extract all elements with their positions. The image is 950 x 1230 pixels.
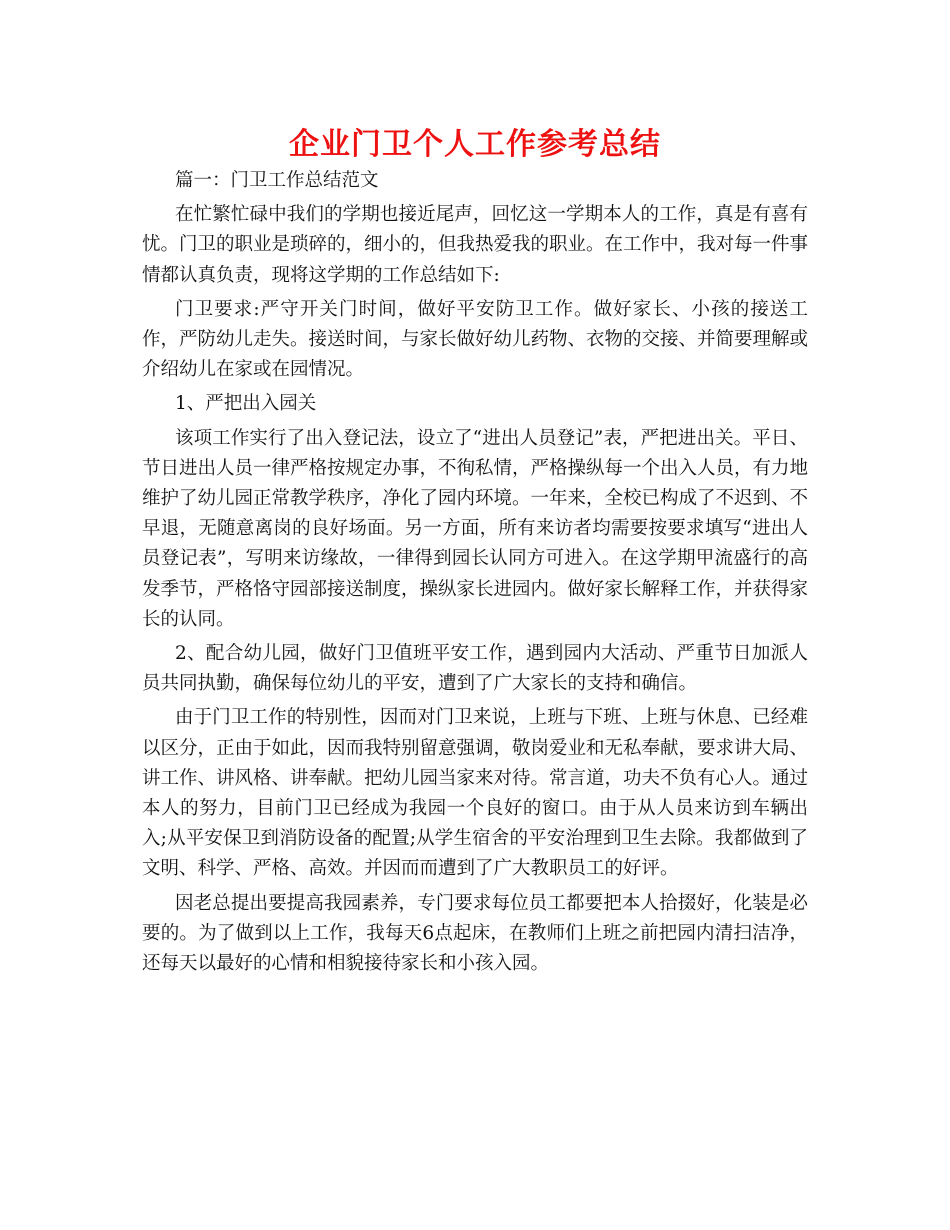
document-title: 企业门卫个人工作参考总结: [289, 127, 661, 162]
paragraph-appearance: 因老总提出要提高我园素养，专门要求每位员工都要把本人拾掇好，化装是必要的。为了做到以上工作，我每天6点起床，在教师们上班之前把园内清扫洁净，还每天以最好的心情和相貌接待家长和小孩入园。: [142, 892, 808, 975]
document-body: [142, 166, 808, 979]
paragraph-intro: 在忙繁忙碌中我们的学期也接近尾声，回忆这一学期本人的工作，真是有喜有忧。门卫的职业是琐碎的，细小的，但我热爱我的职业。在工作中，我对每一件事情都认真负责，现将这学期的工作总结如下:: [142, 204, 809, 286]
paragraph-dedication: 由于门卫工作的特别性，因而对门卫来说，上班与下班、上班与休息、已经难以区分，正由于如此，因而我特别留意强调，敬岗爱业和无私奉献，要求讲大局、讲工作、讲风格、讲奉献。把幼儿园当家来对待。常言道，功夫不负有心人。通过本人的努力，目前门卫已经成为我园一个良好的窗口。由于从人员来访到车辆出入;从平安保卫到消防设备的配置;从学生宿舍的平安治理到卫生去除。我都做到了文明、科学、严格、高效。并因而而遭到了广大教职员工的好评。: [142, 707, 809, 880]
paragraph-registration: 该项工作实行了出入登记法，设立了“进出人员登记”表，严把进出关。平日、节日进出人员一律严格按规定办事，不徇私情，严格操纵每一个出入人员，有力地维护了幼儿园正常教学秩序，净化了园内环境。一年来，全校已构成了不迟到、不早退，无随意离岗的良好场面。另一方面，所有来访者均需要按要求填写“进出人员登记表”，写明来访缘故，一律得到园长认同方可进入。在这学期甲流盛行的高发季节，严格恪守园部接送制度，操纵家长进园内。做好家长解释工作，并获得家长的认同。: [142, 427, 809, 630]
paragraph-requirements: 门卫要求:严守开关门时间，做好平安防卫工作。做好家长、小孩的接送工作，严防幼儿走失。接送时间，与家长做好幼儿药物、衣物的交接、并简要理解或介绍幼儿在家或在园情况。: [142, 298, 809, 381]
section-heading-1: 篇一：门卫工作总结范文: [175, 170, 379, 191]
section-heading-entry: 1、严把出入园关: [175, 393, 317, 415]
paragraph-cooperation: 2、配合幼儿园，做好门卫值班平安工作，遇到园内大活动、严重节日加派人员共同执勤，确保每位幼儿的平安，遭到了广大家长的支持和确信。: [142, 643, 808, 695]
